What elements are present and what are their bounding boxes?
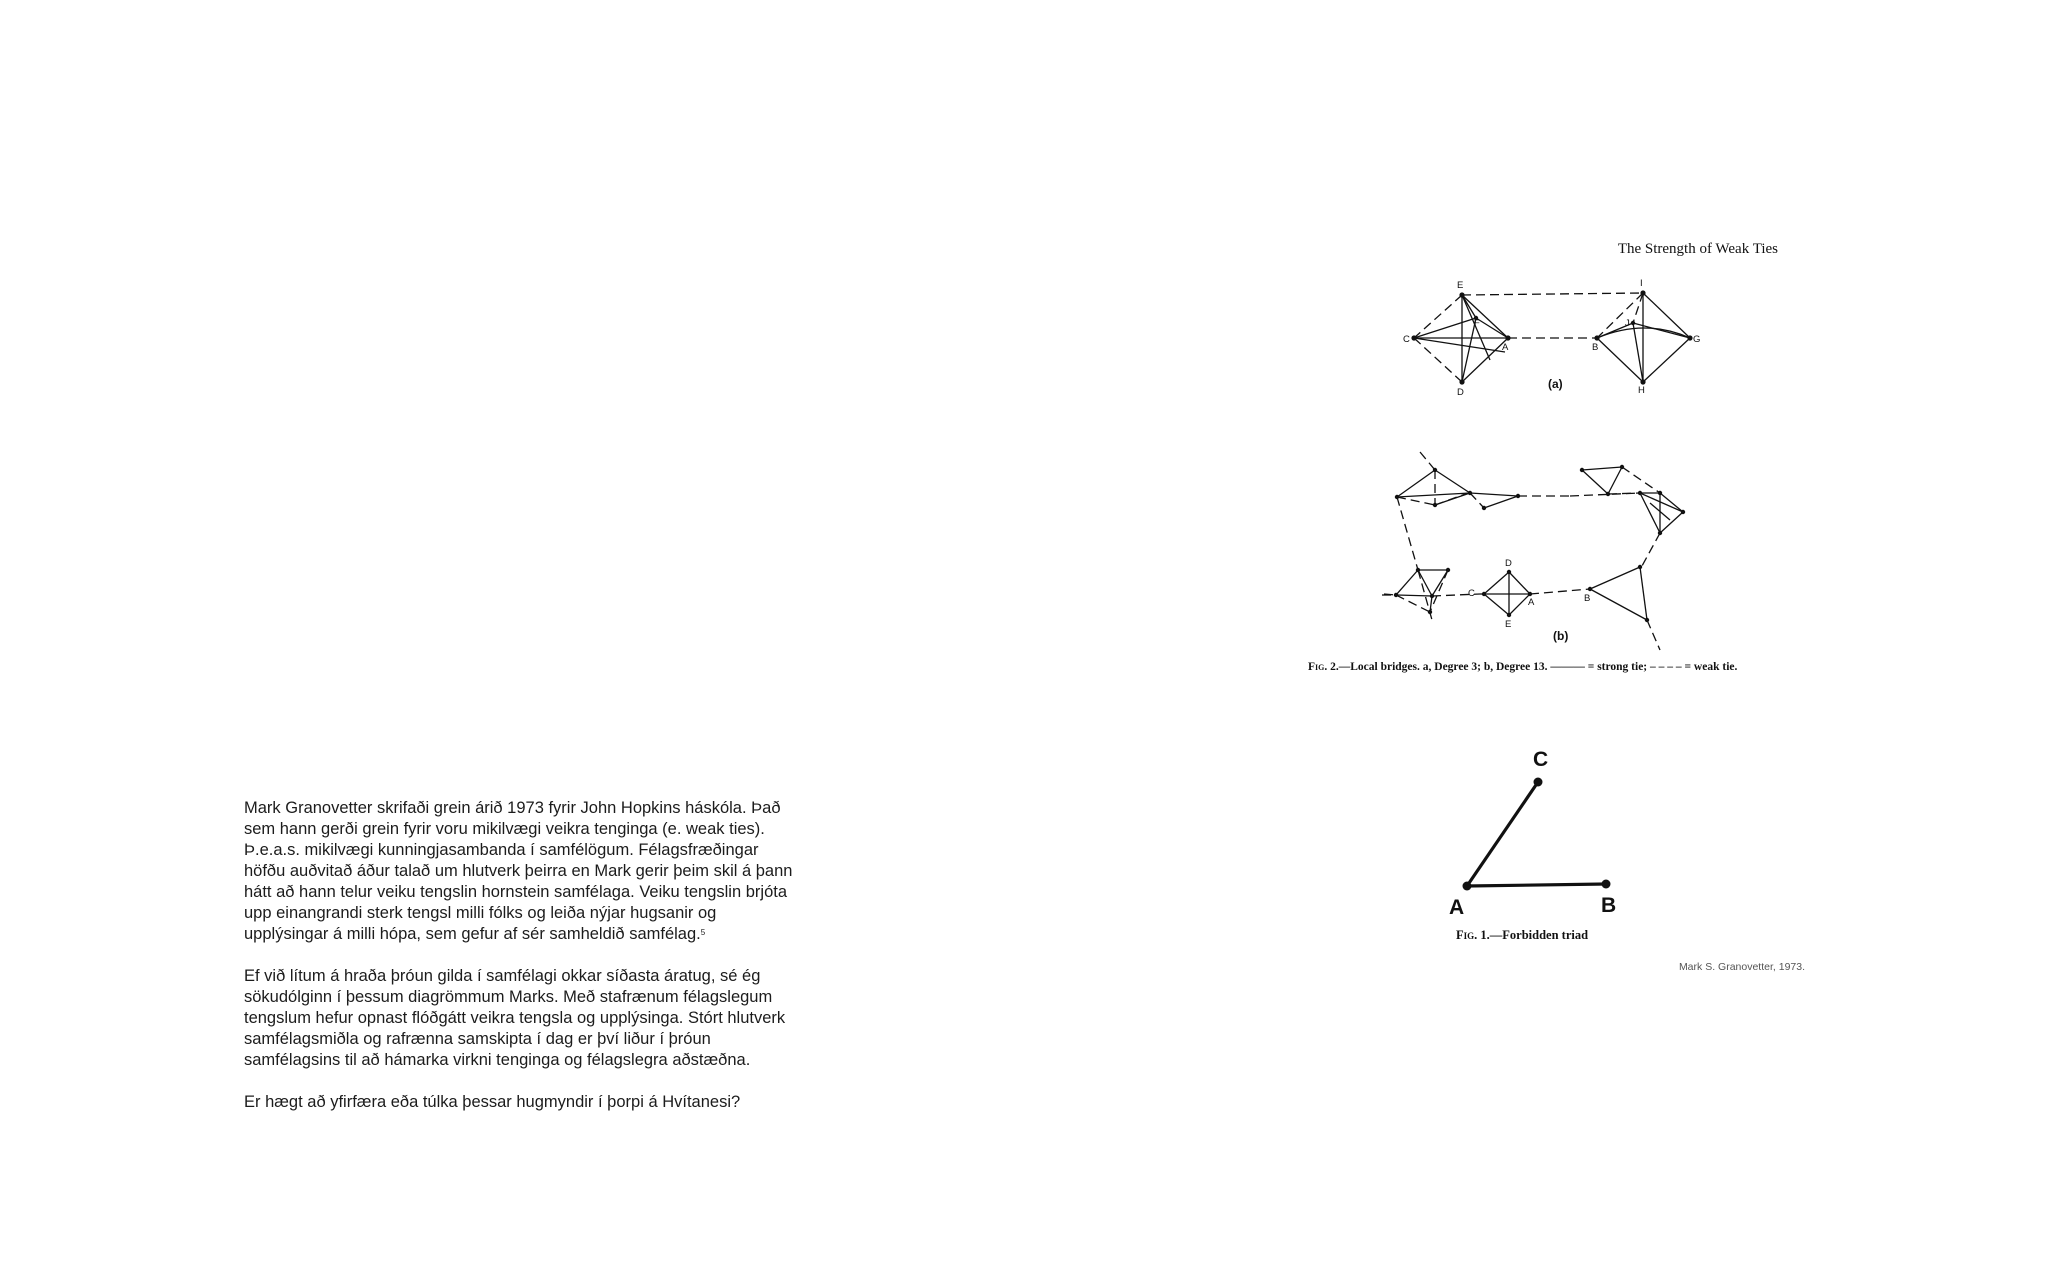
fig2a-node-B: B: [1592, 342, 1599, 353]
fig2b-node-E: E: [1505, 619, 1512, 630]
paragraph-3: Er hægt að yfirfæra eða túlka þessar hugmyndir í þorpi á Hvítanesi?: [244, 1093, 741, 1111]
paragraph-2: Ef við lítum á hraða þróun gilda í samfélagi okkar síðasta áratug, sé ég sökudólginn í þessum diagrömmum Marks. Með stafrænum félagslegum tengslum hefur opnast flóðgátt veikra tengsla og upplýsinga. Stórt hlutverk samfélagsmiðla og rafrænna samskipta í dag er því liður í þróun samfélagsins til að hámarka virkni tenginga og félagslegra aðstæðna.: [244, 967, 786, 1069]
fig1-caption: [1456, 928, 1588, 943]
fig2b-node-A: A: [1528, 597, 1535, 608]
fig2-caption-text: —Local bridges. a, Degree 3; b, Degree 13. ——— = strong tie; – – – – = weak tie.: [1338, 661, 1738, 673]
fig2-caption-label: Fig. 2.: [1308, 661, 1339, 673]
fig2b-node-C: C: [1468, 588, 1475, 599]
fig2b-sublabel: (b): [1553, 629, 1569, 643]
fig1-node-A: A: [1449, 896, 1465, 919]
fig2b-node-B: B: [1584, 593, 1591, 604]
fig2a-node-H: H: [1638, 385, 1645, 396]
fig2a-node-J: J: [1625, 318, 1630, 329]
fig2a-node-C: C: [1403, 334, 1410, 345]
fig2a-node-A: A: [1502, 342, 1509, 353]
fig2b-node-D: D: [1505, 558, 1512, 569]
fig2b-diagram: [1382, 452, 1685, 650]
fig2a-sublabel: (a): [1548, 377, 1563, 391]
footnote-marker: 5: [700, 928, 706, 937]
fig2a-node-E: E: [1457, 280, 1464, 291]
paragraph-1: Mark Granovetter skrifaði grein árið 1973 fyrir John Hopkins háskóla. Það sem hann gerði grein fyrir voru mikilvægi veikra tenginga (e. weak ties). Þ.e.a.s. mikilvægi kunningjasambanda í samfélögum. Félagsfræðingar höfðu auðvitað áður talað um hlutverk þeirra en Mark gerir þeim skil á þann hátt að hann telur veiku tengslin hornstein samfélaga. Veiku tengslin brjóta upp einangrandi sterk tengsl milli fólks og leiða nýjar hugsanir og upplýsingar á milli hópa, sem gefur af sér samheldið samfélag.$^5$: [244, 799, 793, 943]
fig1-caption-text: —Forbidden triad: [1489, 928, 1589, 942]
fig2a-node-F: F: [1474, 318, 1480, 329]
fig2a-node-I: I: [1640, 278, 1643, 289]
fig2a-node-D: D: [1457, 387, 1464, 398]
fig1-diagram: [1463, 778, 1611, 891]
figure-credit: Mark S. Granovetter, 1973.: [1678, 961, 1805, 973]
fig1-node-C: C: [1533, 748, 1549, 771]
fig2a-node-G: G: [1693, 334, 1701, 345]
figure-running-title: The Strength of Weak Ties: [1617, 241, 1778, 257]
fig1-node-B: B: [1601, 894, 1617, 917]
fig2-caption: [1296, 660, 1781, 674]
fig2a-diagram: [1411, 290, 1692, 384]
fig1-caption-label: Fig. 1.: [1456, 928, 1490, 942]
